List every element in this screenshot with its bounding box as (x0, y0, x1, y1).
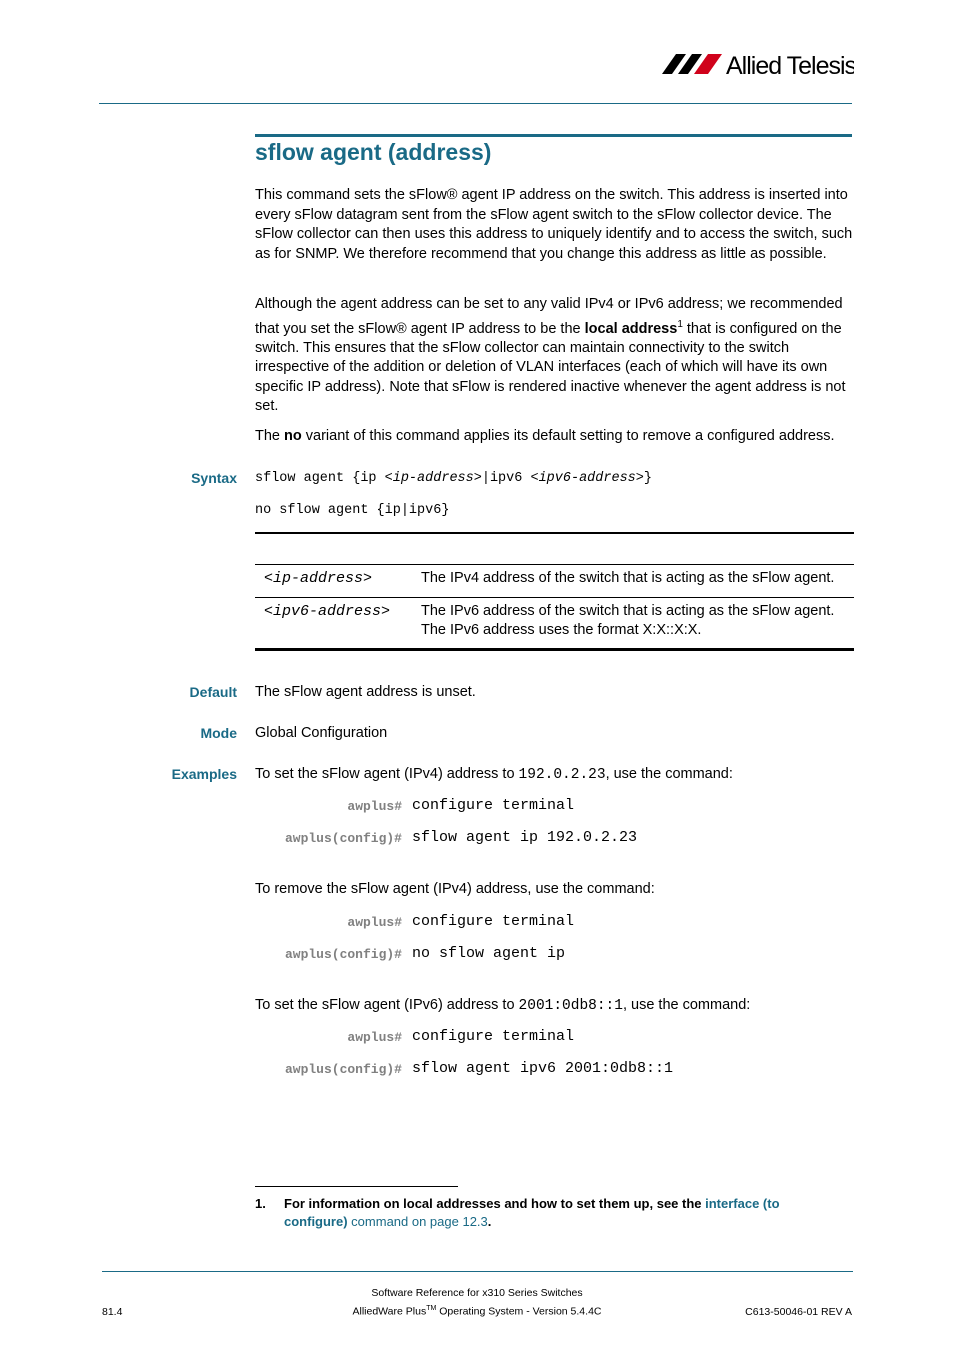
example-3-intro: To set the sFlow agent (IPv6) address to 2001:0db8::1, use the command: (255, 997, 751, 1014)
example-2-command-1: configure terminal (412, 913, 575, 930)
footnote-ref[interactable]: 1 (677, 318, 683, 330)
example-2-prompt-1: awplus# (347, 915, 402, 930)
footnote-number: 1. (255, 1196, 266, 1211)
example-1-prompt-1: awplus# (347, 799, 402, 814)
table-header-rule (255, 564, 854, 565)
example-2-intro: To remove the sFlow agent (IPv4) address, use the command: (255, 881, 655, 897)
footnote-link[interactable]: interface (to configure) command on page 12.3 (284, 1196, 780, 1229)
param-ipv6-address-desc: The IPv6 address of the switch that is acting as the sFlow agent. The IPv6 address uses the format X:X::X:X. (421, 603, 835, 638)
intro-paragraph-3: The no variant of this command applies its default setting to remove a configured address. (255, 428, 835, 444)
footer-rule (102, 1271, 853, 1272)
example-1-prompt-2: awplus(config)# (284, 831, 402, 846)
mode-label: Mode (200, 725, 237, 741)
logo-mark-icon (662, 50, 854, 78)
default-text: The sFlow agent address is unset. (255, 684, 476, 700)
example-3-command-2: sflow agent ipv6 2001:0db8::1 (412, 1060, 674, 1077)
example-2-prompt-2: awplus(config)# (284, 947, 402, 962)
footer-os-version: AlliedWare Plus™ Operating System - Version 5.4.4C (352, 1305, 602, 1318)
table-bottom-rule (255, 648, 854, 651)
example-2-command-2: no sflow agent ip (412, 945, 566, 962)
page-number: 81.4 (102, 1306, 123, 1318)
examples-label: Examples (171, 766, 237, 782)
footnote-rule (255, 1186, 458, 1187)
param-ip-address-desc: The IPv4 address of the switch that is acting as the sFlow agent. (421, 570, 835, 586)
default-label: Default (189, 684, 237, 700)
intro-paragraph-2: Although the agent address can be set to any valid IPv4 or IPv6 address; we recommended that you set the sFlow® agent IP address to be the local address$^1$ that is configured on the switch. This ensures that the sFlow collector can maintain connectivity to the switch irrespective of the addition or deletion of VLAN interfaces (each of which will have its own specific IP address). Note that sFlow is rendered inactive whenever the agent address is not set. (255, 296, 846, 415)
param-ip-address: <ip-address> (264, 570, 373, 587)
syntax-line-1: sflow agent {ip <ip-address>|ipv6 <ipv6-address>} (255, 471, 652, 486)
param-ipv6-address: <ipv6-address> (264, 603, 391, 620)
example-1-command-1: configure terminal (412, 797, 575, 814)
table-row-divider (255, 597, 854, 598)
example-3-command-1: configure terminal (412, 1028, 575, 1045)
example-1-intro: To set the sFlow agent (IPv4) address to 192.0.2.23, use the command: (255, 766, 733, 783)
footnote-text: For information on local addresses and how to set them up, see the interface (to configure) command on page 12.3. (284, 1196, 780, 1229)
syntax-label: Syntax (191, 470, 237, 486)
local-address-term: local address (584, 320, 678, 337)
document-id: C613-50046-01 REV A (745, 1306, 852, 1318)
example-3-prompt-2: awplus(config)# (284, 1062, 402, 1077)
page-title: sflow agent (address) (255, 139, 492, 165)
allied-telesis-logo (662, 50, 854, 83)
mode-text: Global Configuration (255, 725, 388, 741)
logo-text: Allied Telesis (726, 52, 854, 78)
table-top-rule (255, 532, 854, 534)
title-bar (255, 134, 852, 137)
footer-title: Software Reference for x310 Series Switches (371, 1287, 583, 1299)
intro-paragraph-1: This command sets the sFlow® agent IP address on the switch. This address is inserted into every sFlow datagram sent from the sFlow agent switch to the sFlow collector device. The sFlow collector can then uses this address to uniquely identify and to access the switch, such as for SNMP. We therefore recommend that you change this address as little as possible. (255, 187, 853, 262)
example-3-prompt-1: awplus# (347, 1030, 402, 1045)
header-rule (99, 103, 852, 104)
example-1-command-2: sflow agent ip 192.0.2.23 (412, 829, 638, 846)
syntax-line-2: no sflow agent {ip|ipv6} (255, 503, 450, 518)
